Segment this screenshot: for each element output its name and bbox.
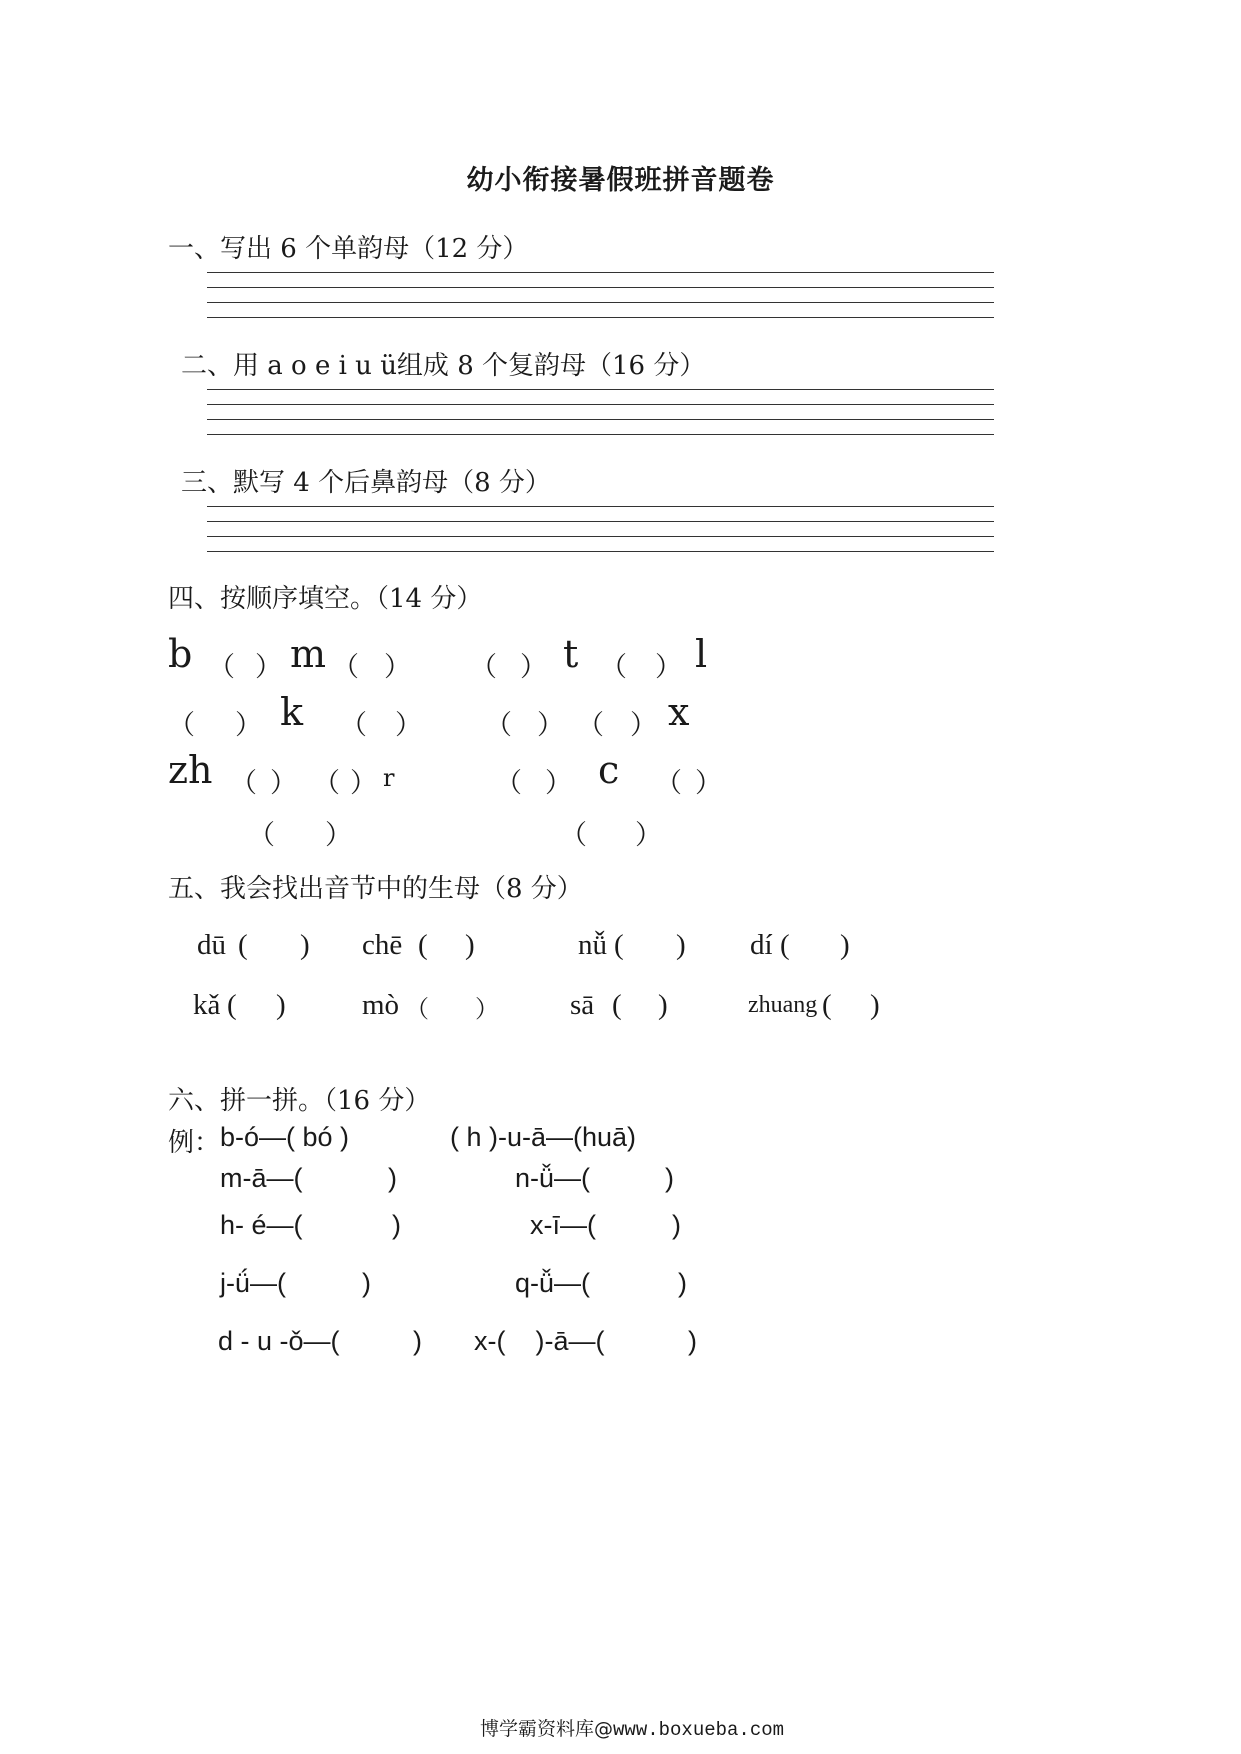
paren-open[interactable]: （ <box>405 997 429 1023</box>
paren-close[interactable]: ） <box>395 710 422 741</box>
syllable: sā <box>570 989 595 1021</box>
spelling-item: d - u -ǒ—( <box>218 1326 340 1356</box>
letter-l: l <box>695 632 708 676</box>
answer-close[interactable]: ) <box>392 1210 401 1240</box>
spelling-item: j-ǘ—( <box>220 1268 286 1298</box>
answer-close[interactable]: ) <box>362 1268 371 1298</box>
page-title: 幼小衔接暑假班拼音题卷 <box>466 165 775 196</box>
paren-open[interactable]: （ <box>208 652 235 683</box>
paren-close[interactable]: ） <box>255 652 282 683</box>
example-2: ( h )-u-ā—(huā) <box>450 1122 637 1152</box>
paren-open[interactable]: （ <box>560 820 587 851</box>
syllable: chē <box>362 929 403 961</box>
spelling-item: x-( )-ā—( <box>474 1326 605 1356</box>
spelling-item: n-ǚ—( <box>515 1163 591 1193</box>
spelling-item: x-ī—( <box>530 1210 596 1240</box>
section-5-heading: 五、我会找出音节中的生母（8 分） <box>168 874 583 904</box>
paren-close[interactable]: ) <box>840 929 850 961</box>
paren-open[interactable]: ( <box>227 989 237 1021</box>
paren-close[interactable]: ） <box>630 710 657 741</box>
paren-close[interactable]: ） <box>655 652 682 683</box>
paren-close[interactable]: ） <box>695 768 722 799</box>
paren-open[interactable]: （ <box>600 652 627 683</box>
paren-open[interactable]: （ <box>495 768 522 799</box>
footer-watermark <box>480 1714 784 1741</box>
section-6-heading: 六、拼一拼。（16 分） <box>168 1086 431 1116</box>
answer-close[interactable]: ) <box>413 1326 422 1356</box>
paren-open[interactable]: （ <box>470 652 497 683</box>
paren-open[interactable]: （ <box>332 652 359 683</box>
paren-close[interactable]: ） <box>545 768 572 799</box>
syllable: dū <box>197 929 226 961</box>
paren-open[interactable]: （ <box>248 820 275 851</box>
paren-open[interactable]: ( <box>780 929 790 961</box>
syllable: kǎ <box>193 989 221 1021</box>
paren-open[interactable]: ( <box>612 989 622 1021</box>
syllable: zhuang <box>748 992 818 1018</box>
paren-open[interactable]: （ <box>485 710 512 741</box>
section-4-heading: 四、按顺序填空。（14 分） <box>168 584 483 614</box>
answer-close[interactable]: ) <box>678 1268 687 1298</box>
paren-open[interactable]: （ <box>313 768 340 799</box>
paren-open[interactable]: （ <box>230 768 257 799</box>
example-label: 例： <box>168 1128 221 1158</box>
letter-b: b <box>168 632 193 676</box>
paren-open[interactable]: （ <box>168 710 195 741</box>
example-1: b-ó—( bó ) <box>220 1122 350 1152</box>
paren-close[interactable]: ) <box>465 929 475 961</box>
section-1-heading: 一、写出 6 个单韵母（12 分） <box>168 234 529 264</box>
paren-close[interactable]: ） <box>635 820 662 851</box>
paren-open[interactable]: （ <box>577 710 604 741</box>
paren-close[interactable]: ） <box>384 652 411 683</box>
paren-close[interactable]: ） <box>235 710 262 741</box>
paren-open[interactable]: （ <box>655 768 682 799</box>
spelling-item: q-ǚ—( <box>515 1268 591 1298</box>
paren-close[interactable]: ） <box>475 997 499 1023</box>
answer-close[interactable]: ) <box>672 1210 681 1240</box>
paren-close[interactable]: ） <box>520 652 547 683</box>
footer-label: 博学霸资料库@ <box>480 1718 614 1740</box>
letter-r: r <box>383 764 395 792</box>
paren-close[interactable]: ) <box>658 989 668 1021</box>
paren-close[interactable]: ） <box>350 768 377 799</box>
letter-m: m <box>290 632 327 676</box>
syllable: mò <box>362 989 400 1021</box>
syllable: dí <box>750 929 773 961</box>
syllable: nǚ <box>578 929 607 961</box>
spelling-item: m-ā—( <box>220 1163 303 1193</box>
paren-open[interactable]: ( <box>418 929 428 961</box>
paren-open[interactable]: ( <box>238 929 248 961</box>
paren-open[interactable]: ( <box>614 929 624 961</box>
paren-close[interactable]: ） <box>537 710 564 741</box>
paren-close[interactable]: ） <box>325 820 352 851</box>
paren-close[interactable]: ) <box>300 929 310 961</box>
paren-close[interactable]: ） <box>270 768 297 799</box>
paren-open[interactable]: ( <box>822 989 832 1021</box>
paren-close[interactable]: ) <box>870 989 880 1021</box>
letter-k: k <box>280 690 304 734</box>
paren-open[interactable]: （ <box>340 710 367 741</box>
section-3-heading: 三、默写 4 个后鼻韵母（8 分） <box>181 468 551 498</box>
letter-x: x <box>668 690 690 734</box>
letter-t: t <box>563 632 579 676</box>
spelling-item: h- é—( <box>220 1210 303 1240</box>
paren-close[interactable]: ) <box>276 989 286 1021</box>
letter-c: c <box>598 748 620 792</box>
answer-close[interactable]: ) <box>665 1163 674 1193</box>
letter-zh: zh <box>168 748 213 792</box>
section-2-heading: 二、用 a o e i u ü组成 8 个复韵母（16 分） <box>181 351 706 381</box>
answer-close[interactable]: ) <box>688 1326 697 1356</box>
answer-close[interactable]: ) <box>388 1163 397 1193</box>
footer-site: www.boxueba.com <box>613 1719 785 1741</box>
paren-close[interactable]: ) <box>676 929 686 961</box>
